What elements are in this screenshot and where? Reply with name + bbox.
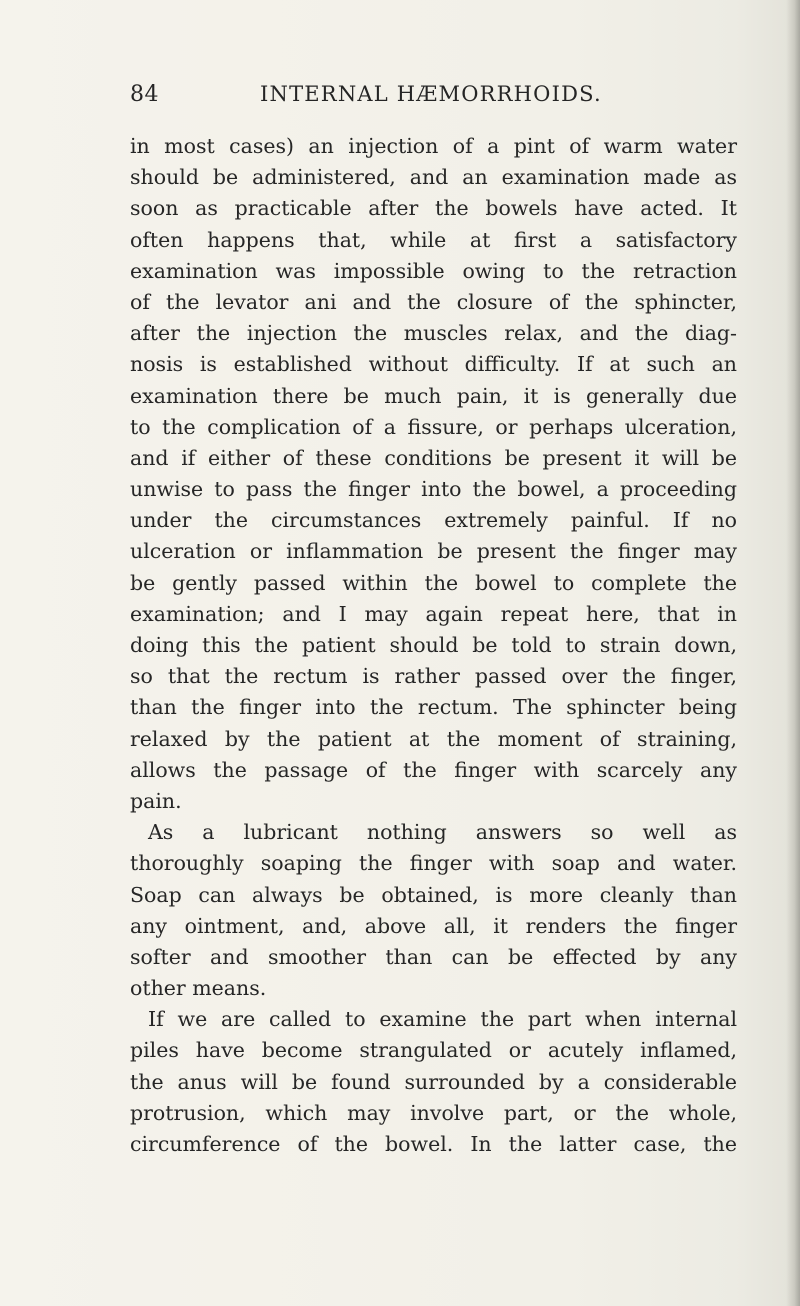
text-line: ulceration or inflammation be present the finger may	[130, 539, 737, 564]
text-line: other means.	[130, 976, 267, 1001]
text-line: should be administered, and an examination made as	[130, 165, 737, 190]
text-line: As a lubricant nothing answers so well as	[148, 820, 737, 845]
text-line: doing this the patient should be told to strain down,	[130, 633, 737, 657]
text-line: and if either of these conditions be present it will be	[130, 445, 737, 470]
text-line: than the finger into the rectum. The sphincter being	[130, 695, 737, 720]
body-text	[130, 131, 737, 1160]
text-line: softer and smoother than can be effected by any	[130, 944, 737, 969]
text-line: Soap can always be obtained, is more cleanly than	[130, 882, 737, 907]
text-line: examination there be much pain, it is generally due	[130, 383, 737, 408]
text-line: piles have become strangulated or acutely inflamed,	[130, 1038, 737, 1063]
page-edge-shadow	[786, 0, 800, 1306]
text-line: examination was impossible owing to the retraction	[130, 258, 737, 283]
text-line: often happens that, while at first a satisfactory	[130, 227, 737, 252]
text-line: If we are called to examine the part when internal	[148, 1007, 737, 1032]
page-number: 84	[130, 82, 159, 107]
text-line: protrusion, which may involve part, or the whole,	[130, 1100, 737, 1125]
text-line: thoroughly soaping the finger with soap and water.	[130, 851, 737, 876]
running-header	[130, 82, 730, 116]
text-line: relaxed by the patient at the moment of straining,	[130, 726, 737, 751]
running-title: INTERNAL HÆMORRHOIDS.	[260, 82, 602, 106]
text-line: allows the passage of the finger with scarcely any	[130, 757, 737, 782]
text-line: under the circumstances extremely painful. If no	[130, 508, 737, 533]
text-line: the anus will be found surrounded by a considerable	[130, 1069, 737, 1094]
text-line: any ointment, and, above all, it renders the finger	[130, 913, 737, 938]
text-line: examination; and I may again repeat here, that in	[130, 601, 737, 626]
text-line: unwise to pass the finger into the bowel, a proceeding	[130, 477, 737, 502]
text-line: in most cases) an injection of a pint of warm water	[130, 134, 737, 158]
text-line: be gently passed within the bowel to complete the	[130, 570, 737, 595]
text-line: pain.	[130, 788, 182, 813]
text-line: after the injection the muscles relax, and the diag-	[130, 321, 737, 346]
text-line: of the levator ani and the closure of the sphincter,	[130, 289, 737, 314]
text-line: nosis is established without difficulty. If at such an	[130, 352, 737, 377]
text-line: so that the rectum is rather passed over the finger,	[130, 664, 737, 689]
text-line: soon as practicable after the bowels have acted. It	[130, 196, 737, 221]
text-line: to the complication of a fissure, or perhaps ulceration,	[130, 414, 737, 439]
text-line: circumference of the bowel. In the latter case, the	[130, 1132, 737, 1156]
